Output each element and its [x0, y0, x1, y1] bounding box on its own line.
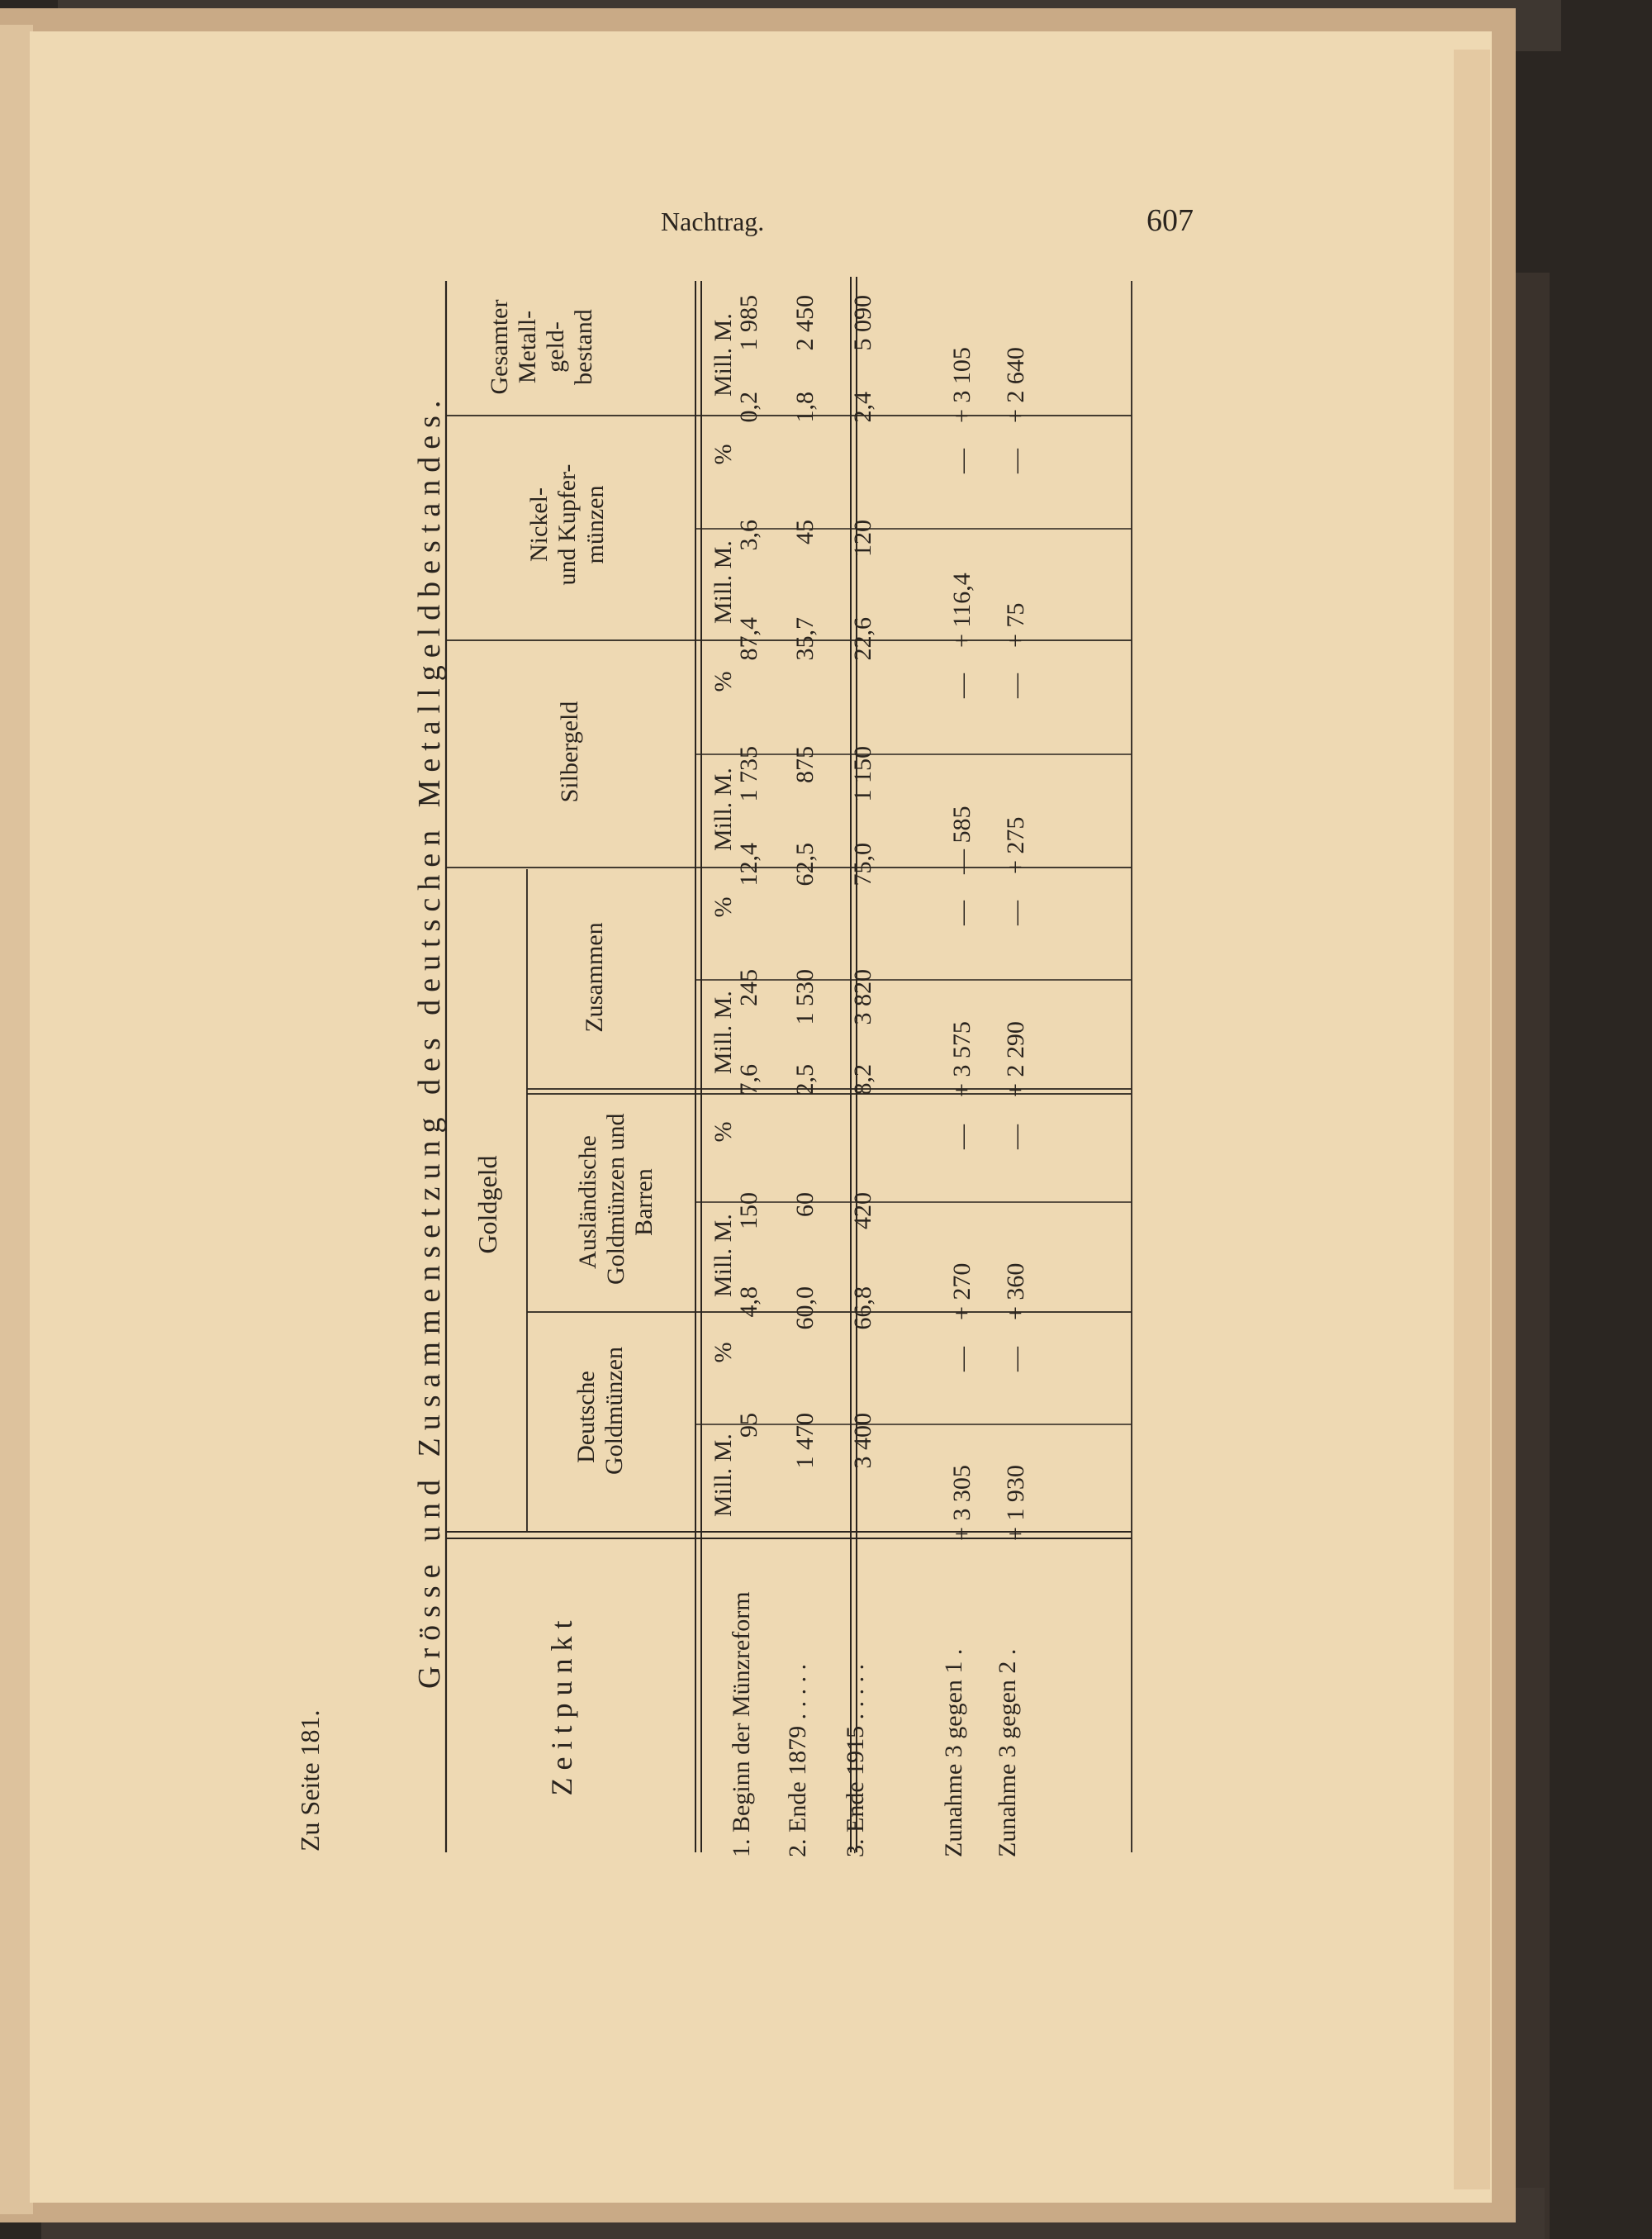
row-3-ni-mill: 120 [849, 520, 876, 557]
header-gesamt-1: Gesamter [486, 299, 513, 395]
unit-dg-mill: Mill. M. [710, 1433, 737, 1517]
row-3-si-pct: 22,6 [849, 617, 876, 661]
header-gesamt-4: bestand [570, 309, 597, 385]
row-5-ni-pct: — [1002, 449, 1029, 473]
row-1-si-mill: 1 735 [735, 746, 762, 802]
unit-ni-pct: % [710, 444, 737, 465]
row-5-label: Zunahme 3 gegen 2 . [994, 1648, 1021, 1857]
header-nickel-3: münzen [582, 485, 609, 564]
row-1-zg-mill: 245 [735, 969, 762, 1006]
row-1-ni-pct: 0,2 [735, 392, 762, 423]
header-nickel-1: Nickel- [525, 487, 553, 562]
unit-zg-mill: Mill. M. [710, 991, 737, 1074]
row-4-label: Zunahme 3 gegen 1 . [940, 1648, 967, 1857]
row-2-zg-pct: 62,5 [791, 843, 819, 887]
row-4-ge-mill: + 3 105 [948, 347, 976, 423]
row-3-zg-pct: 75,0 [849, 843, 876, 887]
row-5-zg-pct: — [1002, 901, 1029, 925]
row-4-si-mill: — 585 [948, 806, 976, 874]
unit-si-mill: Mill. M. [710, 768, 737, 851]
row-2-ge-mill: 2 450 [791, 295, 819, 351]
row-1-ag-pct: 7,6 [735, 1064, 762, 1096]
row-3-ni-pct: 2,4 [849, 392, 876, 423]
row-5-dg-mill: + 1 930 [1002, 1465, 1029, 1541]
unit-dg-pct: % [710, 1342, 737, 1363]
row-4-si-pct: — [948, 673, 976, 698]
row-1-ge-mill: 1 985 [735, 295, 762, 351]
header-ausl-3: Barren [630, 1168, 657, 1236]
header-ausl-2: Goldmünzen und [602, 1113, 629, 1285]
row-5-si-mill: + 275 [1002, 816, 1029, 874]
row-3-label: 3. Ende 1915 . . . . . [842, 1663, 869, 1857]
row-2-ni-pct: 1,8 [791, 392, 819, 423]
header-gesamt-3: geld- [542, 321, 569, 373]
row-4-ni-mill: + 116,4 [948, 573, 976, 648]
page-number: 607 [1146, 203, 1194, 238]
row-1-zg-pct: 12,4 [735, 843, 762, 887]
row-2-ni-mill: 45 [791, 520, 819, 544]
unit-si-pct: % [710, 671, 737, 692]
row-3-dg-mill: 3 400 [849, 1413, 876, 1469]
row-4-dg-pct: — [948, 1347, 976, 1371]
unit-ag-mill: Mill. M. [710, 1214, 737, 1297]
row-2-label: 2. Ende 1879 . . . . . [784, 1663, 811, 1857]
row-1-si-pct: 87,4 [735, 617, 762, 661]
row-4-zg-pct: — [948, 901, 976, 925]
row-5-ag-mill: + 360 [1002, 1262, 1029, 1320]
header-deutsche-1: Deutsche [572, 1371, 600, 1463]
unit-ni-mill: Mill. M. [710, 540, 737, 624]
unit-ge-mill: Mill. M. [710, 313, 737, 397]
running-head: Nachtrag. [661, 207, 765, 236]
row-1-ni-mill: 3,6 [735, 520, 762, 551]
table-title: Grösse und Zusammensetzung des deutschen Metallgeldbestandes. [412, 392, 447, 1689]
row-3-ge-mill: 5 090 [849, 295, 876, 351]
unit-zg-pct: % [710, 896, 737, 918]
row-5-zg-mill: + 2 290 [1002, 1021, 1029, 1097]
row-2-dg-mill: 1 470 [791, 1413, 819, 1469]
row-3-ag-mill: 420 [849, 1192, 876, 1229]
row-5-dg-pct: — [1002, 1347, 1029, 1371]
row-2-ag-mill: 60 [791, 1192, 819, 1217]
row-2-zg-mill: 1 530 [791, 969, 819, 1025]
header-ausl-1: Ausländische [574, 1135, 601, 1269]
header-deutsche-2: Goldmünzen [601, 1347, 628, 1475]
row-1-dg-mill: 95 [735, 1413, 762, 1438]
row-2-si-pct: 35,7 [791, 617, 819, 661]
header-silbergeld: Silbergeld [556, 701, 583, 803]
row-3-si-mill: 1 150 [849, 746, 876, 802]
row-4-ni-pct: — [948, 449, 976, 473]
row-5-ge-mill: + 2 640 [1002, 347, 1029, 423]
row-4-dg-mill: + 3 305 [948, 1465, 976, 1541]
row-3-zg-mill: 3 820 [849, 969, 876, 1025]
row-2-si-mill: 875 [791, 746, 819, 783]
row-1-ag-mill: 150 [735, 1192, 762, 1229]
header-zusammen: Zusammen [581, 922, 608, 1033]
row-4-zg-mill: + 3 575 [948, 1021, 976, 1097]
row-5-ag-pct: — [1002, 1124, 1029, 1149]
header-goldgeld: Goldgeld [472, 1155, 502, 1254]
page-reference: Zu Seite 181. [295, 1709, 325, 1852]
row-5-ni-mill: + 75 [1002, 602, 1029, 648]
row-2-dg-pct: 60,0 [791, 1286, 819, 1330]
row-1-label: 1. Beginn der Münzreform [728, 1591, 755, 1857]
row-4-ag-pct: — [948, 1124, 976, 1149]
row-1-dg-pct: 4,8 [735, 1286, 762, 1318]
row-5-si-pct: — [1002, 673, 1029, 698]
header-zeitpunkt: Zeitpunkt [545, 1613, 578, 1796]
row-4-ag-mill: + 270 [948, 1262, 976, 1320]
header-gesamt-2: Metall- [514, 310, 541, 384]
row-2-ag-pct: 2,5 [791, 1064, 819, 1096]
row-3-dg-pct: 66,8 [849, 1286, 876, 1330]
row-3-ag-pct: 8,2 [849, 1064, 876, 1096]
header-nickel-2: und Kupfer- [553, 463, 581, 586]
unit-ag-pct: % [710, 1121, 737, 1143]
